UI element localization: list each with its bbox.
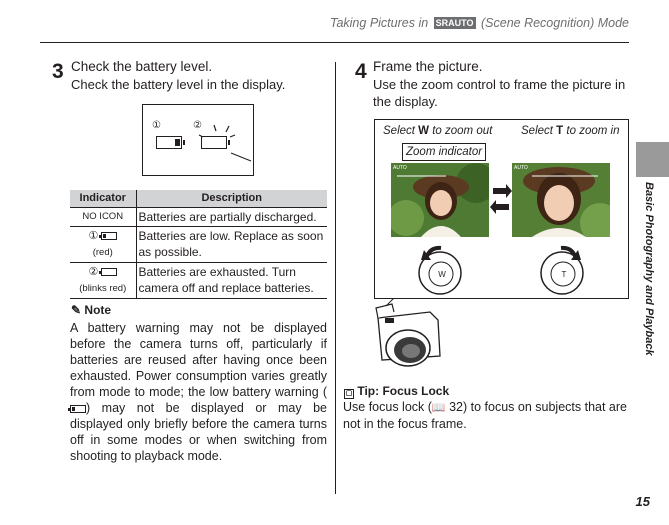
note-pencil-icon: ✎: [71, 303, 82, 317]
table-row: [70, 207, 327, 226]
zoom-indicator-label: Zoom indicator: [402, 143, 486, 161]
wide-photo: [391, 163, 489, 237]
battery-low-icon: [156, 136, 182, 149]
indicator-cell: NO ICON: [70, 207, 136, 226]
description-cell: Batteries are exhausted. Turn camera off and replace batteries.: [136, 262, 327, 298]
portrait-image: [391, 163, 489, 237]
description-cell: Batteries are low. Replace as soon as possible.: [136, 226, 327, 262]
zoom-out-label: Select W to zoom out: [383, 125, 493, 137]
zoom-arrows-icon: [489, 183, 513, 215]
chapter-title: Basic Photography and Playback: [643, 182, 655, 356]
indicator-cell: ① (red): [70, 226, 136, 262]
book-icon: 📖: [431, 402, 446, 414]
note-heading: ✎ Note: [71, 303, 112, 317]
callout-2: ②: [193, 120, 202, 131]
step-3-text: Check the battery level in the display.: [71, 77, 286, 92]
table-header-row: [70, 190, 327, 207]
step-4-text: Use the zoom control to frame the picture in the display.: [373, 77, 626, 109]
column-divider: [335, 62, 336, 494]
svg-text:W: W: [438, 270, 446, 279]
battery-low-icon: [70, 405, 86, 413]
battery-exhausted-icon: [101, 268, 117, 276]
portrait-image: [512, 163, 610, 237]
svg-text:T: T: [561, 270, 567, 279]
tip-heading: ▢ Tip: Focus Lock: [345, 384, 450, 398]
description-cell: Batteries are partially discharged.: [136, 207, 327, 226]
tip-icon: ▢: [345, 390, 353, 397]
indicator-cell: ② (blinks red): [70, 262, 136, 298]
tip-body: Use focus lock (📖 32) to focus on subjects that are not in the focus frame.: [343, 400, 627, 431]
page-number: 15: [635, 494, 650, 509]
battery-display-illustration: [142, 104, 254, 176]
battery-low-icon: [101, 232, 117, 240]
zoomed-photo: [512, 163, 610, 237]
battery-indicator-table: [70, 190, 327, 299]
step-4-number: 4: [355, 60, 367, 83]
table-row: [70, 262, 327, 298]
header-suffix: (Scene Recognition) Mode: [481, 16, 629, 30]
callout-1: ①: [152, 120, 161, 131]
sr-auto-mode-icon: SRAUTO: [435, 18, 474, 28]
step-3-number: 3: [52, 60, 64, 83]
overlay-mode-text: AUTO: [393, 165, 407, 171]
chapter-tab: [636, 142, 669, 177]
step-4-title: Frame the picture.: [373, 59, 483, 74]
header-rule: [40, 42, 629, 43]
zoom-in-label: Select T to zoom in: [521, 125, 620, 137]
header-prefix: Taking Pictures in: [329, 16, 429, 30]
page-reference-link[interactable]: 32: [449, 400, 464, 414]
zoom-lever-t-icon: [535, 244, 589, 298]
note-body: A battery warning may not be displayed before the camera turns off, particularly if batteries are reused after having once been exhausted. Power consumption varies greatly from mode to mode; the low battery warning ( ) may not be displayed or may be displayed only briefly before the camera turns off in some modes or when switching from shooting to playback mode.: [70, 321, 327, 463]
column-header-description: Description: [136, 190, 327, 207]
step-3-title: Check the battery level.: [71, 59, 213, 74]
zoom-illustration: [374, 119, 629, 299]
table-row: [70, 226, 327, 262]
camera-illustration: [372, 298, 462, 373]
column-header-indicator: Indicator: [70, 190, 136, 207]
overlay-mode-text: AUTO: [514, 165, 528, 171]
blinking-indicator-icon: [191, 120, 253, 163]
running-header: [330, 16, 629, 30]
zoom-lever-w-icon: [413, 244, 467, 298]
